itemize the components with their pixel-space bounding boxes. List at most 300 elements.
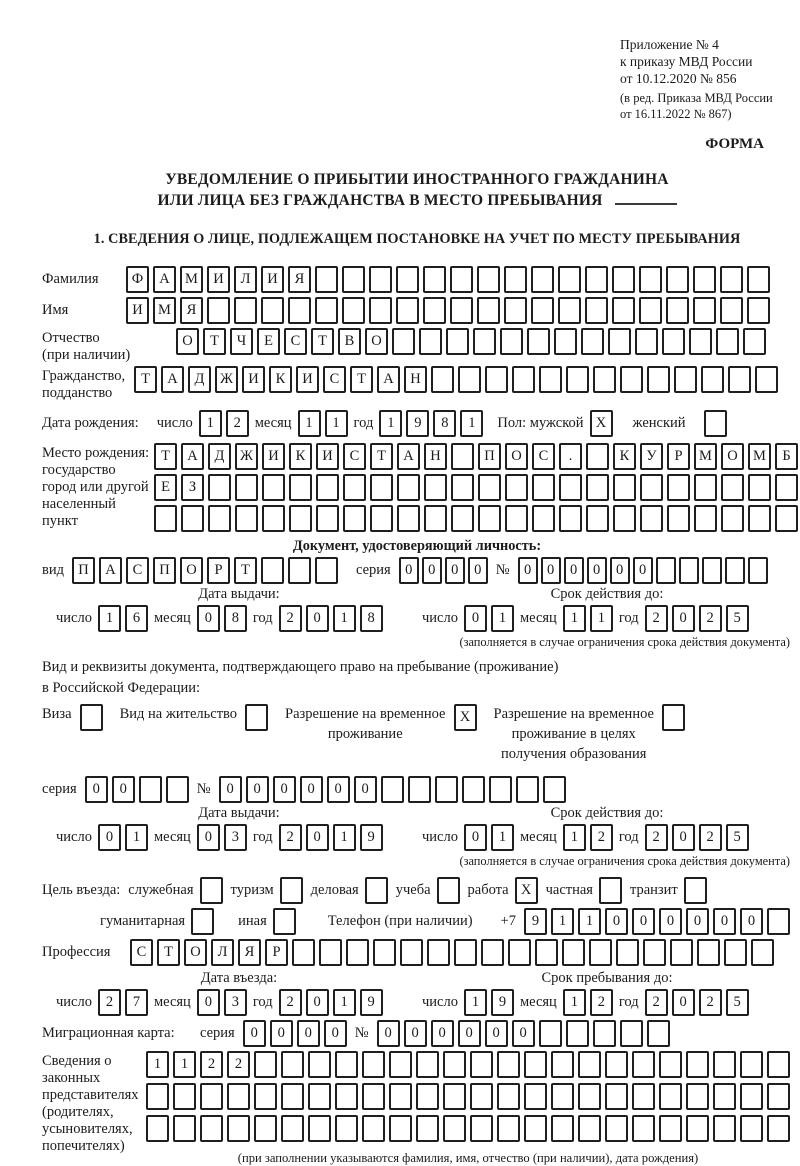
char-box[interactable]	[173, 1115, 196, 1142]
char-box[interactable]	[524, 1083, 547, 1110]
char-box[interactable]: 0	[112, 776, 135, 803]
char-box[interactable]: 2	[645, 989, 668, 1016]
char-box[interactable]	[288, 297, 311, 324]
char-box[interactable]	[632, 1115, 655, 1142]
char-box[interactable]	[342, 266, 365, 293]
char-box[interactable]	[451, 443, 474, 470]
char-box[interactable]: 0	[422, 557, 442, 584]
char-box[interactable]: 1	[578, 908, 601, 935]
char-box[interactable]	[516, 776, 539, 803]
char-box[interactable]	[593, 366, 616, 393]
char-box[interactable]	[740, 1115, 763, 1142]
char-box[interactable]: 1	[551, 908, 574, 935]
char-box[interactable]	[635, 328, 658, 355]
char-box[interactable]	[721, 474, 744, 501]
char-box[interactable]: И	[296, 366, 319, 393]
char-box[interactable]	[713, 1083, 736, 1110]
char-box[interactable]	[416, 1051, 439, 1078]
char-box[interactable]	[647, 366, 670, 393]
char-box[interactable]: 1	[199, 410, 222, 437]
char-box[interactable]	[342, 297, 365, 324]
char-box[interactable]	[559, 505, 582, 532]
char-box[interactable]: С	[323, 366, 346, 393]
char-box[interactable]: 1	[333, 605, 356, 632]
char-box[interactable]	[451, 505, 474, 532]
char-box[interactable]	[207, 297, 230, 324]
char-box[interactable]	[674, 366, 697, 393]
char-box[interactable]	[200, 1115, 223, 1142]
char-box[interactable]	[586, 443, 609, 470]
char-box[interactable]	[315, 557, 338, 584]
char-box[interactable]	[748, 557, 768, 584]
char-box[interactable]	[589, 939, 612, 966]
char-box[interactable]	[767, 1083, 790, 1110]
char-box[interactable]: 5	[726, 605, 749, 632]
char-box[interactable]	[497, 1115, 520, 1142]
char-box[interactable]	[539, 366, 562, 393]
char-box[interactable]	[370, 505, 393, 532]
char-box[interactable]	[539, 1020, 562, 1047]
char-box[interactable]	[478, 474, 501, 501]
char-box[interactable]	[424, 505, 447, 532]
checkbox[interactable]	[245, 704, 268, 731]
char-box[interactable]: 1	[464, 989, 487, 1016]
char-box[interactable]	[450, 266, 473, 293]
char-box[interactable]	[679, 557, 699, 584]
char-box[interactable]	[689, 328, 712, 355]
char-box[interactable]: 9	[524, 908, 547, 935]
char-box[interactable]: 0	[243, 1020, 266, 1047]
char-box[interactable]: Л	[234, 266, 257, 293]
char-box[interactable]: 2	[227, 1051, 250, 1078]
char-box[interactable]	[558, 266, 581, 293]
char-box[interactable]	[686, 1051, 709, 1078]
char-box[interactable]	[640, 505, 663, 532]
char-box[interactable]: 1	[333, 989, 356, 1016]
char-box[interactable]	[670, 939, 693, 966]
char-box[interactable]	[477, 266, 500, 293]
char-box[interactable]	[767, 1051, 790, 1078]
char-box[interactable]: 0	[197, 605, 220, 632]
char-box[interactable]	[725, 557, 745, 584]
char-box[interactable]: И	[316, 443, 339, 470]
char-box[interactable]: 0	[300, 776, 323, 803]
char-box[interactable]: 0	[464, 605, 487, 632]
char-box[interactable]	[446, 328, 469, 355]
char-box[interactable]: 0	[246, 776, 269, 803]
char-box[interactable]: Ч	[230, 328, 253, 355]
char-box[interactable]	[262, 474, 285, 501]
char-box[interactable]	[478, 505, 501, 532]
char-box[interactable]	[527, 328, 550, 355]
char-box[interactable]: О	[176, 328, 199, 355]
char-box[interactable]: К	[613, 443, 636, 470]
char-box[interactable]	[632, 1083, 655, 1110]
char-box[interactable]: 0	[485, 1020, 508, 1047]
char-box[interactable]: 1	[173, 1051, 196, 1078]
char-box[interactable]	[535, 939, 558, 966]
char-box[interactable]	[408, 776, 431, 803]
char-box[interactable]: 0	[445, 557, 465, 584]
char-box[interactable]: 0	[672, 824, 695, 851]
char-box[interactable]	[481, 939, 504, 966]
char-box[interactable]	[254, 1115, 277, 1142]
char-box[interactable]: 0	[377, 1020, 400, 1047]
checkbox[interactable]: X	[590, 410, 613, 437]
char-box[interactable]	[369, 297, 392, 324]
char-box[interactable]	[262, 505, 285, 532]
char-box[interactable]	[362, 1115, 385, 1142]
char-box[interactable]	[551, 1115, 574, 1142]
char-box[interactable]: 0	[306, 824, 329, 851]
char-box[interactable]	[443, 1051, 466, 1078]
checkbox[interactable]	[80, 704, 103, 731]
char-box[interactable]	[551, 1051, 574, 1078]
checkbox[interactable]	[200, 877, 223, 904]
char-box[interactable]	[416, 1083, 439, 1110]
char-box[interactable]: 1	[298, 410, 321, 437]
char-box[interactable]: 1	[125, 824, 148, 851]
char-box[interactable]	[720, 297, 743, 324]
char-box[interactable]	[154, 505, 177, 532]
char-box[interactable]	[181, 505, 204, 532]
char-box[interactable]	[640, 474, 663, 501]
char-box[interactable]	[423, 266, 446, 293]
char-box[interactable]	[667, 474, 690, 501]
char-box[interactable]	[740, 1083, 763, 1110]
char-box[interactable]	[748, 505, 771, 532]
char-box[interactable]	[558, 297, 581, 324]
char-box[interactable]: С	[532, 443, 555, 470]
char-box[interactable]: 0	[633, 557, 653, 584]
char-box[interactable]: 0	[541, 557, 561, 584]
char-box[interactable]	[389, 1083, 412, 1110]
char-box[interactable]	[319, 939, 342, 966]
char-box[interactable]	[227, 1115, 250, 1142]
char-box[interactable]: 6	[125, 605, 148, 632]
char-box[interactable]	[485, 366, 508, 393]
char-box[interactable]	[720, 266, 743, 293]
char-box[interactable]	[208, 474, 231, 501]
char-box[interactable]: Т	[234, 557, 257, 584]
char-box[interactable]	[647, 1020, 670, 1047]
char-box[interactable]: 0	[327, 776, 350, 803]
char-box[interactable]: 2	[645, 605, 668, 632]
char-box[interactable]	[235, 505, 258, 532]
char-box[interactable]	[200, 1083, 223, 1110]
char-box[interactable]	[531, 297, 554, 324]
char-box[interactable]: А	[181, 443, 204, 470]
char-box[interactable]	[389, 1051, 412, 1078]
char-box[interactable]: Н	[424, 443, 447, 470]
char-box[interactable]	[755, 366, 778, 393]
char-box[interactable]	[416, 1115, 439, 1142]
checkbox[interactable]	[280, 877, 303, 904]
char-box[interactable]: Т	[154, 443, 177, 470]
char-box[interactable]	[643, 939, 666, 966]
char-box[interactable]	[694, 474, 717, 501]
char-box[interactable]	[662, 328, 685, 355]
char-box[interactable]: 1	[491, 605, 514, 632]
char-box[interactable]: У	[640, 443, 663, 470]
char-box[interactable]: 0	[306, 605, 329, 632]
char-box[interactable]: 2	[200, 1051, 223, 1078]
char-box[interactable]	[261, 557, 284, 584]
char-box[interactable]	[620, 1020, 643, 1047]
char-box[interactable]	[524, 1115, 547, 1142]
char-box[interactable]	[686, 1115, 709, 1142]
char-box[interactable]: 1	[333, 824, 356, 851]
char-box[interactable]	[505, 474, 528, 501]
char-box[interactable]: М	[180, 266, 203, 293]
char-box[interactable]: 7	[125, 989, 148, 1016]
char-box[interactable]	[667, 505, 690, 532]
char-box[interactable]	[562, 939, 585, 966]
char-box[interactable]	[747, 297, 770, 324]
char-box[interactable]: О	[505, 443, 528, 470]
char-box[interactable]	[146, 1115, 169, 1142]
char-box[interactable]: 5	[726, 989, 749, 1016]
char-box[interactable]	[543, 776, 566, 803]
char-box[interactable]: И	[261, 266, 284, 293]
char-box[interactable]	[713, 1115, 736, 1142]
char-box[interactable]: Ф	[126, 266, 149, 293]
char-box[interactable]	[585, 297, 608, 324]
char-box[interactable]	[566, 1020, 589, 1047]
char-box[interactable]: 8	[360, 605, 383, 632]
char-box[interactable]: С	[284, 328, 307, 355]
char-box[interactable]	[504, 266, 527, 293]
checkbox[interactable]: X	[454, 704, 477, 731]
char-box[interactable]	[701, 366, 724, 393]
char-box[interactable]	[500, 328, 523, 355]
char-box[interactable]: 0	[605, 908, 628, 935]
char-box[interactable]: 0	[610, 557, 630, 584]
checkbox[interactable]: X	[515, 877, 538, 904]
char-box[interactable]	[659, 1051, 682, 1078]
char-box[interactable]	[235, 474, 258, 501]
char-box[interactable]: Ж	[235, 443, 258, 470]
char-box[interactable]: 2	[699, 989, 722, 1016]
char-box[interactable]	[656, 557, 676, 584]
char-box[interactable]: Т	[350, 366, 373, 393]
char-box[interactable]: 2	[279, 605, 302, 632]
char-box[interactable]	[578, 1051, 601, 1078]
char-box[interactable]	[470, 1051, 493, 1078]
char-box[interactable]	[659, 1083, 682, 1110]
char-box[interactable]	[281, 1083, 304, 1110]
char-box[interactable]	[308, 1115, 331, 1142]
char-box[interactable]: 2	[699, 605, 722, 632]
char-box[interactable]: 9	[360, 989, 383, 1016]
char-box[interactable]	[593, 1020, 616, 1047]
char-box[interactable]	[686, 1083, 709, 1110]
char-box[interactable]	[343, 505, 366, 532]
char-box[interactable]	[289, 505, 312, 532]
char-box[interactable]	[281, 1051, 304, 1078]
char-box[interactable]: 0	[306, 989, 329, 1016]
char-box[interactable]	[335, 1083, 358, 1110]
char-box[interactable]	[632, 1051, 655, 1078]
char-box[interactable]	[578, 1083, 601, 1110]
char-box[interactable]	[585, 266, 608, 293]
char-box[interactable]	[369, 266, 392, 293]
char-box[interactable]	[497, 1051, 520, 1078]
char-box[interactable]: 9	[491, 989, 514, 1016]
char-box[interactable]: А	[153, 266, 176, 293]
char-box[interactable]: С	[126, 557, 149, 584]
char-box[interactable]	[343, 474, 366, 501]
char-box[interactable]: 0	[713, 908, 736, 935]
char-box[interactable]	[389, 1115, 412, 1142]
char-box[interactable]	[234, 297, 257, 324]
char-box[interactable]: А	[377, 366, 400, 393]
char-box[interactable]	[504, 297, 527, 324]
char-box[interactable]	[451, 474, 474, 501]
char-box[interactable]	[292, 939, 315, 966]
char-box[interactable]: А	[397, 443, 420, 470]
char-box[interactable]: 0	[740, 908, 763, 935]
char-box[interactable]	[315, 297, 338, 324]
char-box[interactable]	[554, 328, 577, 355]
char-box[interactable]: .	[559, 443, 582, 470]
char-box[interactable]	[721, 505, 744, 532]
char-box[interactable]: А	[99, 557, 122, 584]
char-box[interactable]: 0	[512, 1020, 535, 1047]
char-box[interactable]: 0	[354, 776, 377, 803]
char-box[interactable]: 2	[590, 989, 613, 1016]
char-box[interactable]	[767, 1115, 790, 1142]
char-box[interactable]: 8	[224, 605, 247, 632]
char-box[interactable]	[605, 1051, 628, 1078]
char-box[interactable]	[620, 366, 643, 393]
char-box[interactable]	[315, 266, 338, 293]
char-box[interactable]	[227, 1083, 250, 1110]
char-box[interactable]	[424, 474, 447, 501]
char-box[interactable]	[639, 297, 662, 324]
char-box[interactable]: 0	[404, 1020, 427, 1047]
char-box[interactable]	[659, 1115, 682, 1142]
char-box[interactable]: 1	[379, 410, 402, 437]
char-box[interactable]	[747, 266, 770, 293]
char-box[interactable]: 0	[468, 557, 488, 584]
char-box[interactable]: 0	[324, 1020, 347, 1047]
char-box[interactable]	[608, 328, 631, 355]
char-box[interactable]: 0	[270, 1020, 293, 1047]
char-box[interactable]: 0	[587, 557, 607, 584]
char-box[interactable]	[505, 505, 528, 532]
char-box[interactable]: 1	[590, 605, 613, 632]
char-box[interactable]	[261, 297, 284, 324]
char-box[interactable]	[139, 776, 162, 803]
char-box[interactable]	[396, 297, 419, 324]
char-box[interactable]	[146, 1083, 169, 1110]
char-box[interactable]	[381, 776, 404, 803]
char-box[interactable]	[431, 366, 454, 393]
char-box[interactable]	[605, 1115, 628, 1142]
checkbox[interactable]	[273, 908, 296, 935]
char-box[interactable]	[532, 474, 555, 501]
char-box[interactable]: 0	[672, 989, 695, 1016]
char-box[interactable]	[281, 1115, 304, 1142]
char-box[interactable]: 9	[406, 410, 429, 437]
char-box[interactable]	[697, 939, 720, 966]
char-box[interactable]: Н	[404, 366, 427, 393]
char-box[interactable]	[693, 266, 716, 293]
char-box[interactable]	[254, 1083, 277, 1110]
char-box[interactable]: 0	[632, 908, 655, 935]
char-box[interactable]: 0	[431, 1020, 454, 1047]
checkbox[interactable]	[684, 877, 707, 904]
char-box[interactable]	[473, 328, 496, 355]
char-box[interactable]: А	[161, 366, 184, 393]
char-box[interactable]: С	[343, 443, 366, 470]
char-box[interactable]: 1	[563, 824, 586, 851]
char-box[interactable]: 2	[699, 824, 722, 851]
char-box[interactable]	[458, 366, 481, 393]
char-box[interactable]	[566, 366, 589, 393]
char-box[interactable]: О	[365, 328, 388, 355]
checkbox[interactable]	[662, 704, 685, 731]
char-box[interactable]: О	[721, 443, 744, 470]
char-box[interactable]	[775, 505, 798, 532]
char-box[interactable]	[748, 474, 771, 501]
char-box[interactable]	[716, 328, 739, 355]
char-box[interactable]: 0	[564, 557, 584, 584]
char-box[interactable]: 0	[464, 824, 487, 851]
char-box[interactable]: 1	[460, 410, 483, 437]
char-box[interactable]	[427, 939, 450, 966]
char-box[interactable]: К	[269, 366, 292, 393]
char-box[interactable]: 2	[279, 989, 302, 1016]
char-box[interactable]: Т	[311, 328, 334, 355]
char-box[interactable]	[316, 505, 339, 532]
char-box[interactable]: 1	[563, 605, 586, 632]
char-box[interactable]	[208, 505, 231, 532]
char-box[interactable]: Р	[265, 939, 288, 966]
char-box[interactable]: 0	[659, 908, 682, 935]
char-box[interactable]: 0	[518, 557, 538, 584]
char-box[interactable]: О	[180, 557, 203, 584]
char-box[interactable]	[751, 939, 774, 966]
char-box[interactable]: 0	[197, 824, 220, 851]
char-box[interactable]	[586, 505, 609, 532]
char-box[interactable]: Т	[370, 443, 393, 470]
char-box[interactable]	[370, 474, 393, 501]
char-box[interactable]: 1	[325, 410, 348, 437]
char-box[interactable]: И	[242, 366, 265, 393]
char-box[interactable]: Р	[207, 557, 230, 584]
char-box[interactable]: И	[262, 443, 285, 470]
char-box[interactable]	[551, 1083, 574, 1110]
char-box[interactable]: 0	[686, 908, 709, 935]
char-box[interactable]	[693, 297, 716, 324]
char-box[interactable]: Д	[188, 366, 211, 393]
char-box[interactable]: Б	[775, 443, 798, 470]
char-box[interactable]: Е	[154, 474, 177, 501]
char-box[interactable]: 3	[224, 989, 247, 1016]
checkbox[interactable]	[365, 877, 388, 904]
char-box[interactable]	[713, 1051, 736, 1078]
char-box[interactable]	[666, 266, 689, 293]
char-box[interactable]	[581, 328, 604, 355]
char-box[interactable]	[335, 1051, 358, 1078]
char-box[interactable]: 2	[590, 824, 613, 851]
char-box[interactable]: В	[338, 328, 361, 355]
char-box[interactable]: Т	[134, 366, 157, 393]
char-box[interactable]	[578, 1115, 601, 1142]
char-box[interactable]	[508, 939, 531, 966]
